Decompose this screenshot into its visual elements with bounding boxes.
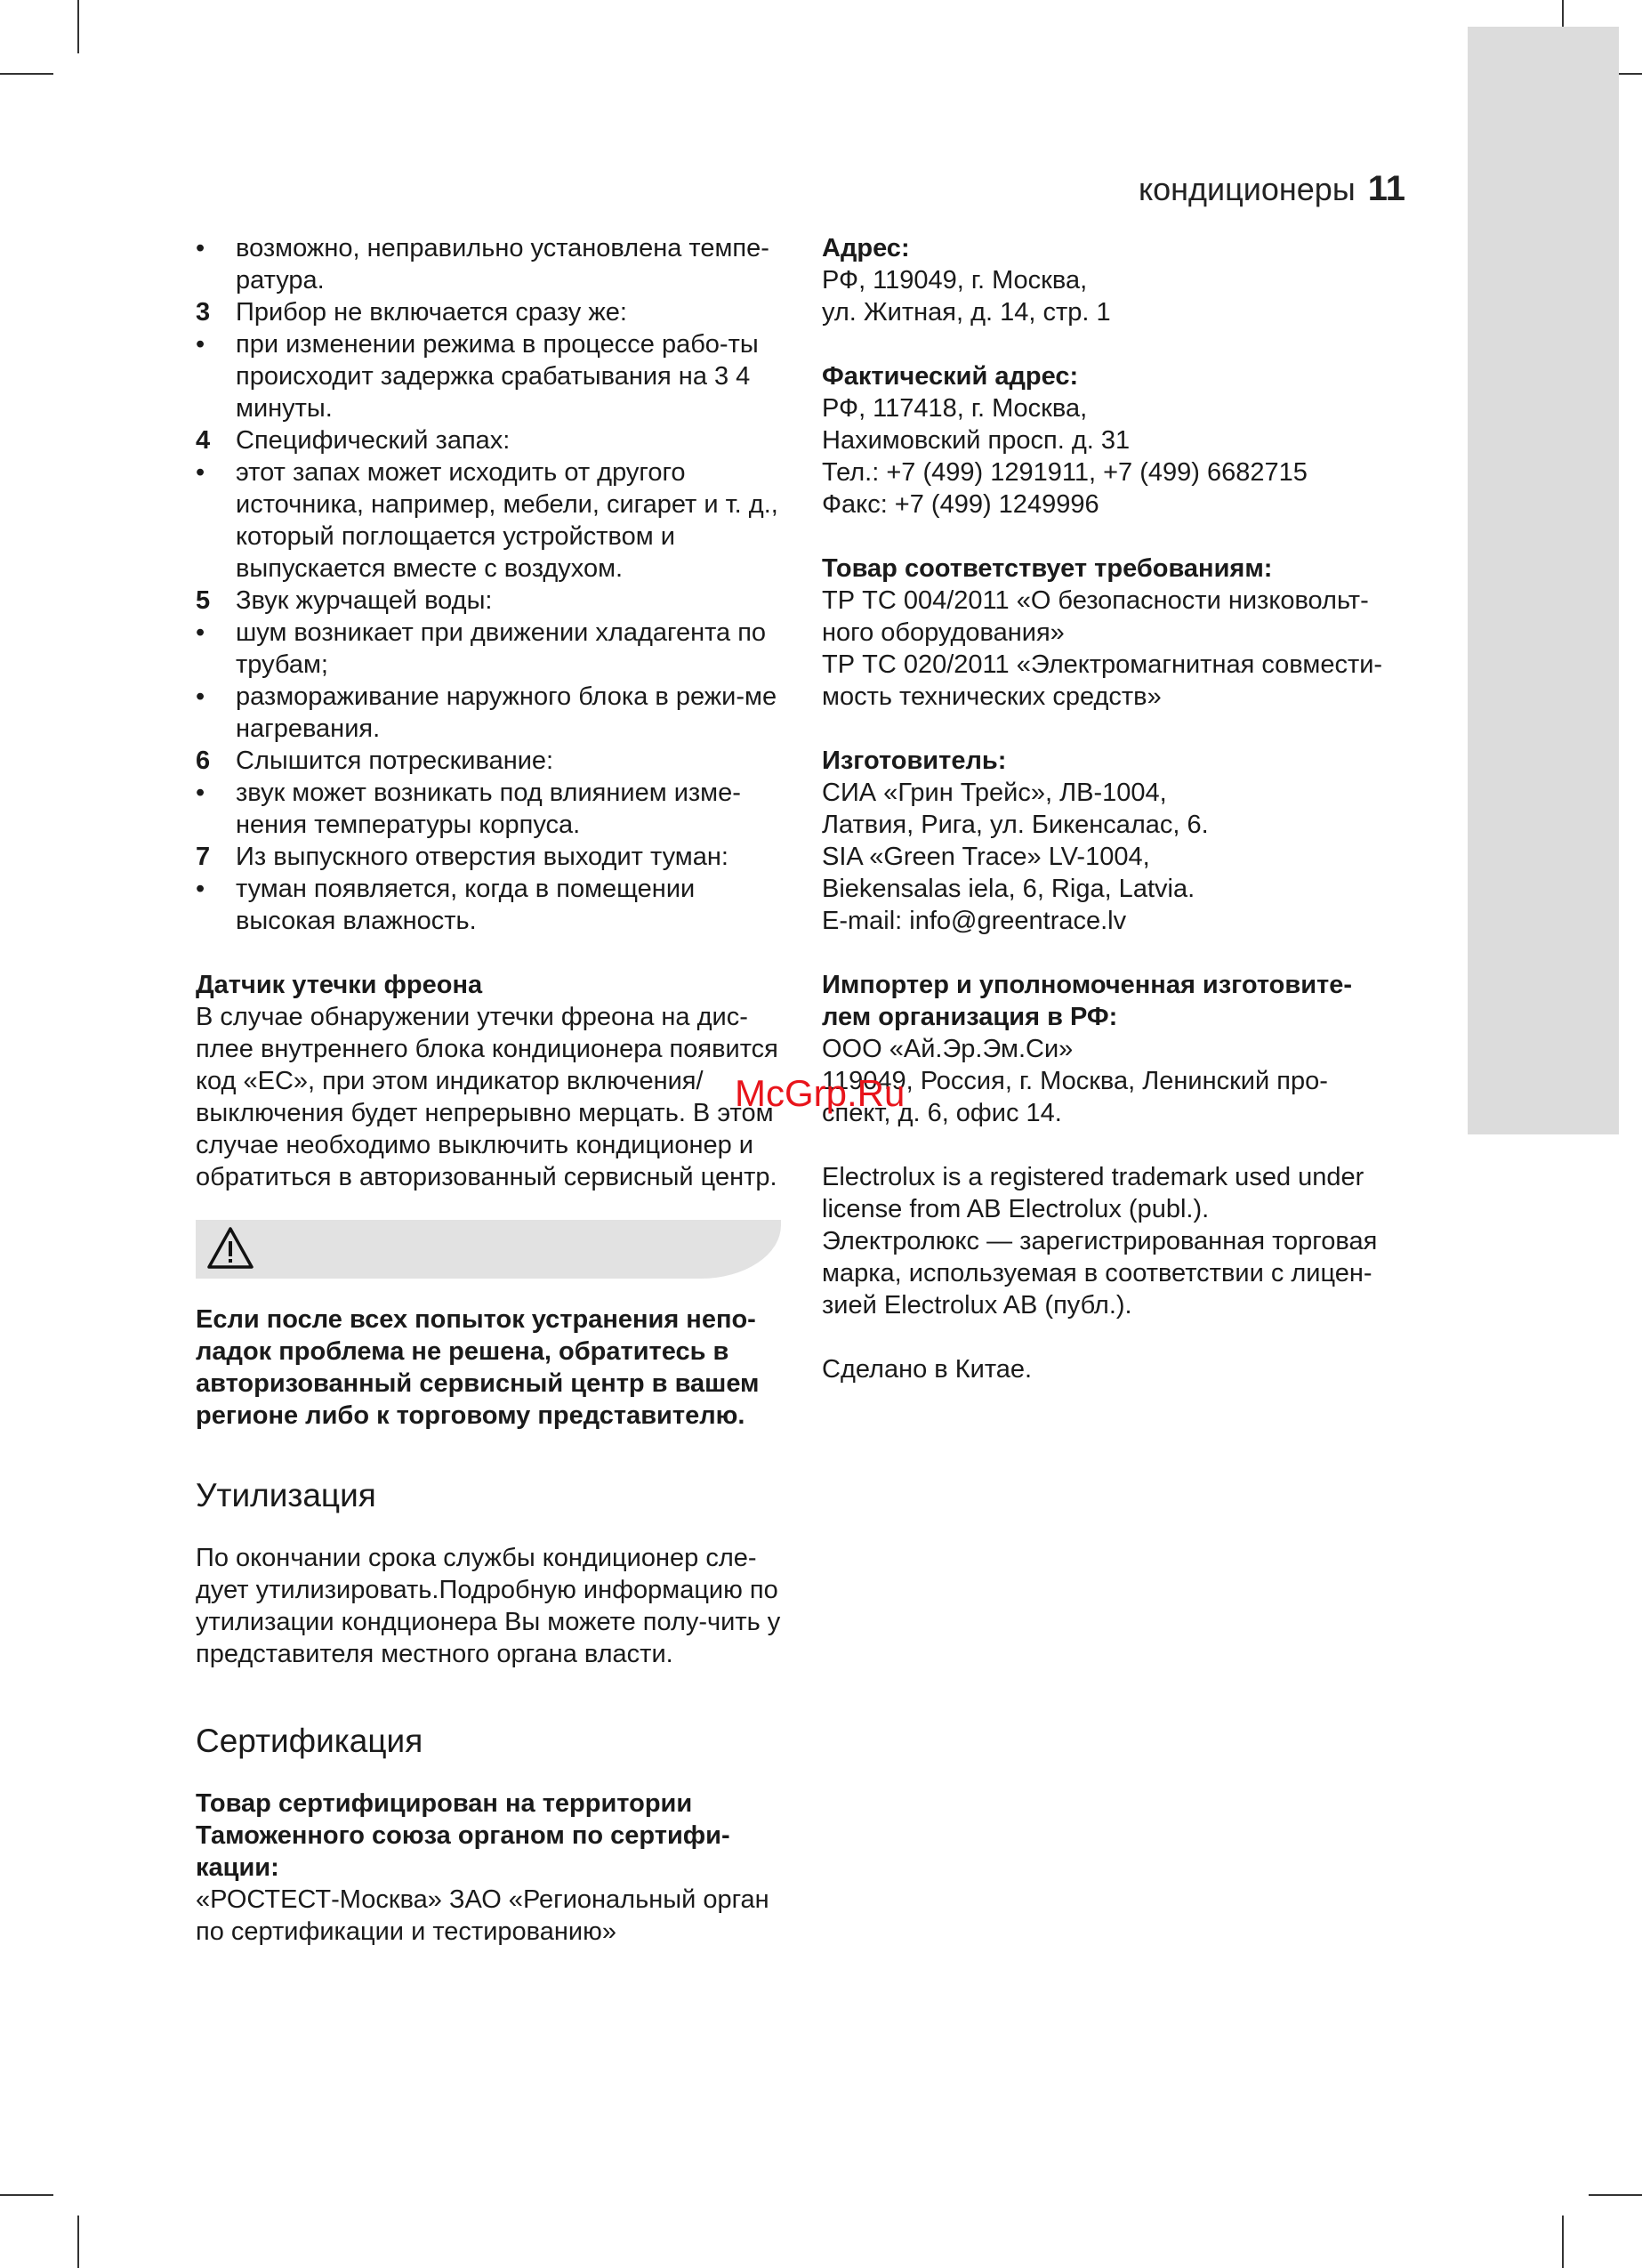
- manufacturer-heading: Изготовитель:: [822, 747, 1007, 775]
- manufacturer-email: E-mail: info@greentrace.lv: [822, 907, 1127, 935]
- section-title: кондиционеры: [1138, 171, 1356, 207]
- watermark: McGrp.Ru: [735, 1072, 906, 1114]
- phone-line: Тел.: +7 (499) 1291911, +7 (499) 6682715: [822, 458, 1308, 487]
- list-item: [196, 681, 783, 745]
- requirements-line: ТР ТС 004/2011 «О безопасности низковольт-: [822, 586, 1369, 615]
- list-item: [196, 585, 783, 617]
- troubleshooting-list: [196, 232, 783, 937]
- fax-line: Факс: +7 (499) 1249996: [822, 490, 1099, 519]
- importer-heading: Импортер и уполномоченная изготовите-: [822, 971, 1353, 999]
- list-text: размораживание наружного блока в режи-ме нагревания.: [236, 682, 777, 743]
- list-marker: 5: [196, 586, 211, 615]
- list-text: Из выпускного отверстия выходит туман:: [236, 843, 728, 871]
- leak-sensor-text: В случае обнаружении утечки фреона на дис-плее внутреннего блока кондиционера появится код «EC», при этом индикатор включения/выключения будет непрерывно мерцать. В этом случае необходимо выключить кондиционер и обратиться в авторизованный сервисный центр.: [196, 1003, 778, 1191]
- importer-heading: лем организация в РФ:: [822, 1003, 1118, 1031]
- actual-address-heading: Фактический адрес:: [822, 362, 1079, 391]
- list-item: [196, 328, 783, 424]
- crop-mark: [1589, 2194, 1642, 2196]
- list-marker: •: [196, 330, 205, 359]
- requirements-line: ТР ТС 020/2011 «Электромагнитная совмести-: [822, 650, 1383, 679]
- right-column: [822, 232, 1445, 1385]
- list-text: при изменении режима в процессе рабо-ты происходит задержка срабатывания на 3 4 минуты.: [236, 330, 759, 423]
- crop-mark: [1562, 2216, 1564, 2268]
- trademark-line: Электролюкс — зарегистрированная торговая: [822, 1227, 1378, 1255]
- crop-mark: [0, 73, 53, 75]
- list-text: звук может возникать под влиянием изме-нения температуры корпуса.: [236, 779, 741, 839]
- importer-line: ООО «Ай.Эр.Эм.Си»: [822, 1035, 1074, 1063]
- importer-line: 119049, Россия, г. Москва, Ленинский про-: [822, 1067, 1328, 1095]
- list-text: Прибор не включается сразу же:: [236, 298, 627, 327]
- left-column: [196, 232, 783, 1948]
- actual-address-block: [822, 360, 1445, 521]
- list-marker: 7: [196, 843, 211, 871]
- made-in-text: Сделано в Китае.: [822, 1355, 1033, 1384]
- manufacturer-line: СИА «Грин Трейс», ЛВ-1004,: [822, 779, 1167, 807]
- requirements-line: мость технических средств»: [822, 682, 1162, 711]
- certification-bold: Товар сертифицирован на территории Таможенного союза органом по сертифи-кации:: [196, 1789, 730, 1882]
- list-text: Специфический запах:: [236, 426, 511, 455]
- requirements-block: [822, 553, 1445, 713]
- crop-mark: [77, 2216, 79, 2268]
- list-marker: •: [196, 875, 205, 903]
- list-marker: •: [196, 458, 205, 487]
- trademark-line: зией Electrolux AB (публ.).: [822, 1291, 1132, 1320]
- list-marker: 4: [196, 426, 211, 455]
- warning-banner: [196, 1220, 781, 1279]
- actual-address-line: РФ, 117418, г. Москва,: [822, 394, 1088, 423]
- manufacturer-line: SIA «Green Trace» LV-1004,: [822, 843, 1150, 871]
- list-text: этот запах может исходить от другого источника, например, мебели, сигарет и т. д., который поглощается устройством и выпускается вместе с воздухом.: [236, 458, 778, 583]
- list-item: [196, 296, 783, 328]
- side-tab: [1468, 27, 1619, 1134]
- list-item: [196, 424, 783, 456]
- manufacturer-line: Biekensalas iela, 6, Riga, Latvia.: [822, 875, 1195, 903]
- warning-icon: [206, 1226, 254, 1271]
- trademark-block: [822, 1161, 1445, 1321]
- disposal-text: По окончании срока службы кондиционер сле-дует утилизировать.Подробную информацию по утилизации кондционера Вы можете полу-чить у представителя местного органа власти.: [196, 1544, 781, 1668]
- warning-text: Если после всех попыток устранения непо-ладок проблема не решена, обратитесь в авторизованный сервисный центр в вашем регионе либо к торговому представителю.: [196, 1305, 760, 1430]
- requirements-line: ного оборудования»: [822, 618, 1065, 647]
- crop-mark: [77, 0, 79, 53]
- crop-mark: [0, 2194, 53, 2196]
- list-marker: 6: [196, 747, 211, 775]
- manufacturer-block: [822, 745, 1445, 937]
- disposal-title: Утилизация: [196, 1477, 376, 1513]
- list-item: [196, 873, 783, 937]
- address-line: ул. Житная, д. 14, стр. 1: [822, 298, 1111, 327]
- list-marker: 3: [196, 298, 211, 327]
- leak-sensor-heading: Датчик утечки фреона: [196, 971, 483, 999]
- list-text: Звук журчащей воды:: [236, 586, 493, 615]
- requirements-heading: Товар соответствует требованиям:: [822, 554, 1273, 583]
- list-item: [196, 456, 783, 585]
- address-heading: Адрес:: [822, 234, 910, 262]
- importer-line: спект, д. 6, офис 14.: [822, 1099, 1062, 1127]
- list-marker: •: [196, 234, 205, 262]
- list-item: [196, 841, 783, 873]
- list-marker: •: [196, 779, 205, 807]
- trademark-line: Electrolux is a registered trademark used under: [822, 1163, 1364, 1191]
- actual-address-line: Нахимовский просп. д. 31: [822, 426, 1131, 455]
- list-item: [196, 232, 783, 296]
- address-line: РФ, 119049, г. Москва,: [822, 266, 1088, 295]
- address-block: [822, 232, 1445, 328]
- list-text: Слышится потрескивание:: [236, 747, 554, 775]
- importer-block: [822, 969, 1445, 1129]
- list-text: шум возникает при движении хладагента по трубам;: [236, 618, 767, 679]
- list-marker: •: [196, 682, 205, 711]
- trademark-line: license from AB Electrolux (publ.).: [822, 1195, 1210, 1223]
- list-text: туман появляется, когда в помещении высокая влажность.: [236, 875, 696, 935]
- manufacturer-line: Латвия, Рига, ул. Бикенсалас, 6.: [822, 811, 1209, 839]
- trademark-line: марка, используемая в соответствии с лицен-: [822, 1259, 1372, 1287]
- list-item: [196, 617, 783, 681]
- list-marker: •: [196, 618, 205, 647]
- list-text: возможно, неправильно установлена темпе-ратура.: [236, 234, 769, 295]
- list-item: [196, 777, 783, 841]
- list-item: [196, 745, 783, 777]
- page-header: [1139, 169, 1405, 209]
- page-number: 11: [1367, 169, 1405, 208]
- certification-title: Сертификация: [196, 1723, 423, 1759]
- certification-text: «РОСТЕСТ-Москва» ЗАО «Региональный орган по сертификации и тестированию»: [196, 1885, 769, 1946]
